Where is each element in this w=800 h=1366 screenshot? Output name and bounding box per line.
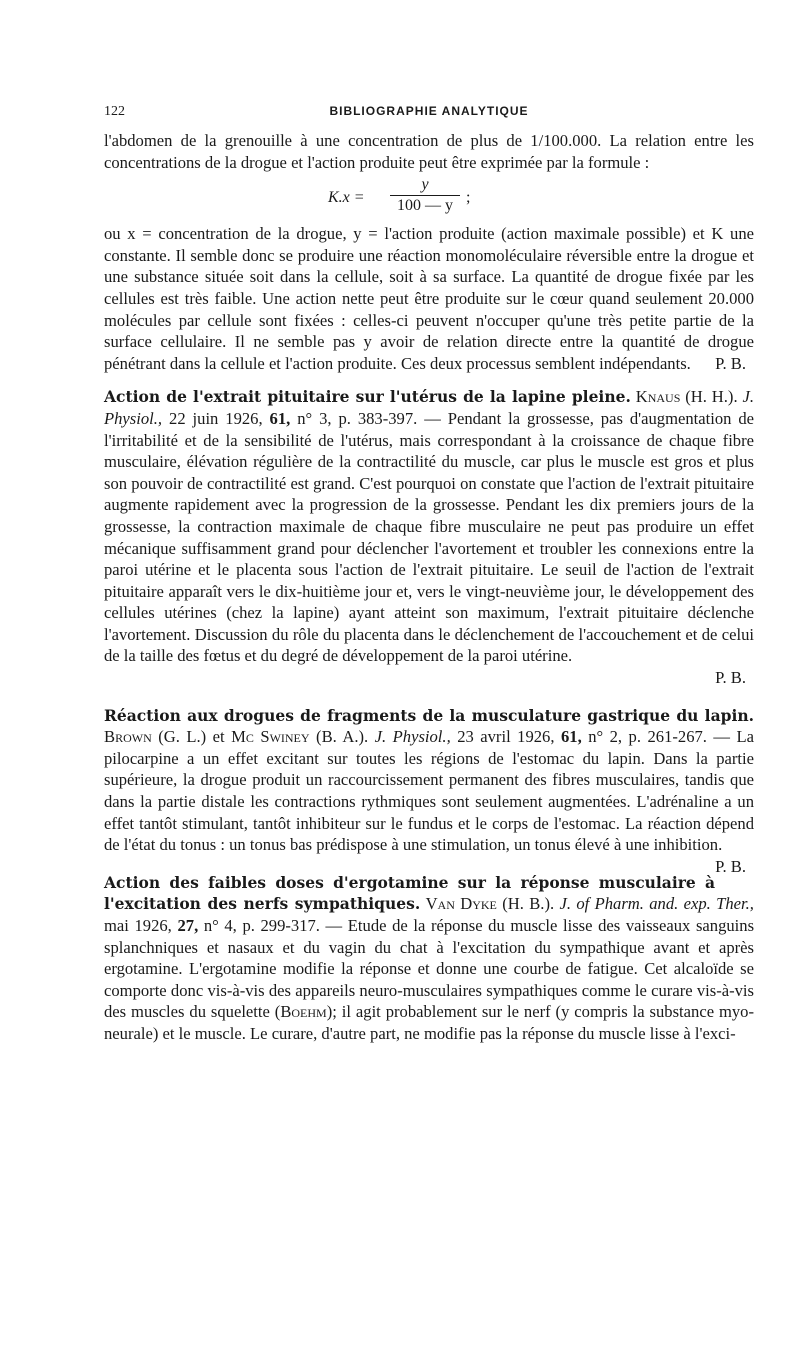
formula-numerator: y <box>390 175 460 196</box>
continuation-text: ou x = concentration de la drogue, y = l'action produite (action maximale possible) et K une constante. Il semble donc se produire une réaction monomoléculaire réversible entre la drogue et une substance située soit dans la cellule, soit à sa surface. La quantité de drogue fixée par les cellules est très faible. Une action nette peut être produite sur le cœur quand seulement 20.000 molécules par cellule sont fixées : celles-ci peuvent n'occuper qu'une très petite partie de la surface cellulaire. Il ne semble pas y avoir de relation directe entre la quantité de drogue pénétrant dans la cellule et l'action produite. Ces deux processus semblent indépendants. <box>104 224 754 373</box>
entry-signature: P. B. <box>715 668 746 688</box>
continuation-text-before-formula: l'abdomen de la grenouille à une concentration de plus de 1/100.000. La relation entre les concentrations de la drogue et l'action produite peut être exprimée par la formule : <box>104 131 754 172</box>
formula-lhs: K.x = <box>328 189 365 207</box>
formula <box>104 173 754 223</box>
entry-initials: (H. B.). <box>502 894 555 914</box>
entry-date: mai 1926, <box>104 916 172 935</box>
entry-paragraph <box>104 386 754 667</box>
entry-issue-pages: n° 4, p. 299-317. — <box>203 916 343 935</box>
formula-denominator: 100 — y <box>397 197 453 215</box>
entry-issue-pages: n° 2, p. 261-267. — <box>588 727 731 747</box>
entry-journal: J. Physiol., <box>374 727 451 747</box>
entry-author: Knaus <box>635 387 681 407</box>
entry-brown <box>104 705 755 876</box>
entry-abstract: Pendant la grossesse, pas d'augmentation de l'irritabilité et de la sensibilité de l'utérus, mais correspondant à la croissance de chaque fibre musculaire, élévation régulière de la contractilité du muscle, car plus le muscle est gros et plus son pouvoir de contractilité est grand. C'est pourquoi on constate que l'action de l'extrait pituitaire augmente rapidement avec la progression de la grossesse. Pendant les dix premiers jours de la grossesse, la contraction maximale de chaque fibre musculaire ne peut pas produire un effet mécanique suffisamment grand pour déclencher l'avortement et troubler les connexions entre la paroi utérine et le placenta sous l'action de l'extrait pituitaire. Le seuil de l'action de l'extrait pituitaire apparaît vers le dix-huitième jour et, vers le vingt-neuvième jour, le développement des cellules utérines (chez la lapine) ayant atteint son maximum, l'extrait pituitaire déclenche l'avortement. Discussion du rôle du placenta dans le déclenchement de l'accouchement et de celui de la taille des fœtus et du degré de développement de la paroi utérine. <box>104 408 755 666</box>
entry-paragraph <box>104 705 755 876</box>
entry-paragraph <box>104 872 754 1045</box>
entry-abstract-part-2: ); il agit probablement sur le nerf (y compris la substance myo-neurale) et le muscle. Le curare, d'autre part, ne modifie pas la réponse du muscle lisse à l'exci- <box>104 1002 754 1043</box>
entry-journal: J. Physiol., <box>104 387 754 428</box>
entry-journal: J. of Pharm. and. exp. Ther., <box>559 894 754 914</box>
entry-date: 22 juin 1926, <box>169 408 263 428</box>
running-title: BIBLIOGRAPHIE ANALYTIQUE <box>329 104 529 118</box>
entry-van-dyke <box>104 872 754 1045</box>
entry-initials: (H. H.). <box>685 387 738 407</box>
entry-initials: (G. L.) et <box>158 727 225 747</box>
entry-signature: P. B. <box>715 856 746 876</box>
entry-volume: 61, <box>269 408 291 428</box>
entry-author-2: Mc Swiney <box>231 727 310 747</box>
continuation-signature: P. B. <box>715 353 746 373</box>
entry-abstract: La pilocarpine a un effet excitant sur toutes les régions de l'estomac du lapin. Dans la partie supérieure, la drogue produit un raccourcissement permanent des fibres musculaires, tandis que dans la partie distale les contractions rythmiques sont seulement augmentées. L'adrénaline a un effet tantôt stimulant, tantôt inhibiteur sur le fundus et le corps de l'estomac. La réaction dépend de l'état du tonus : un tonus bas prédispose à une stimulation, un tonus élevé à une inhibition. <box>104 727 755 855</box>
entry-issue-pages: n° 3, p. 383-397. — <box>297 408 441 428</box>
entry-cited-author: Boehm <box>280 1002 327 1022</box>
entry-title: Action de l'extrait pituitaire sur l'utérus de la lapine pleine. <box>104 387 631 407</box>
running-head <box>104 104 754 124</box>
entry-title: Action des faibles doses d'ergotamine sur la réponse musculaire à l'excitation des nerfs sympathiques. <box>104 872 716 914</box>
entry-initials-2: (B. A.). <box>316 727 369 747</box>
entry-author: Van Dyke <box>425 894 497 914</box>
entry-knaus <box>104 386 754 688</box>
entry-abstract-part-1: Etude de la réponse du muscle lisse des vaisseaux sanguins splanchniques et nasaux et du vagin du chat à l'excitation du sympathique avant et après ergotamine. L'ergotamine modifie la réponse et donne une courbe de fatigue. Cet alcaloïde se comporte donc vis-à-vis des appareils neuro-musculaires sympathiques comme le curare vis-à-vis des muscles du squelette ( <box>104 916 755 1022</box>
entry-volume: 61, <box>560 727 582 747</box>
entry-author: Brown <box>104 727 152 747</box>
formula-fraction <box>390 175 460 216</box>
continuation-text-after-formula <box>104 223 754 374</box>
formula-suffix: ; <box>466 189 471 207</box>
entry-volume: 27, <box>177 916 199 935</box>
page-number: 122 <box>104 104 125 119</box>
entry-title: Réaction aux drogues de fragments de la musculature gastrique du lapin. <box>104 705 754 725</box>
page-body <box>104 130 754 1045</box>
entry-date: 23 avril 1926, <box>457 727 555 747</box>
